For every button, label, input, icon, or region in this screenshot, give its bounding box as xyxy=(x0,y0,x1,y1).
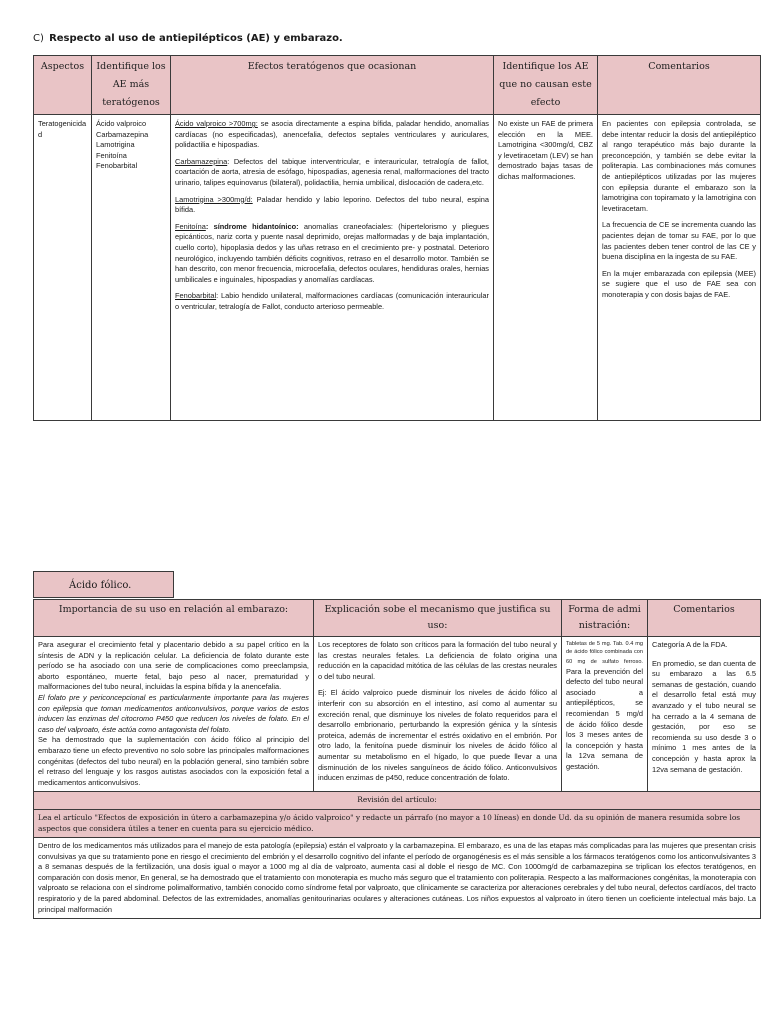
revision-answer-row xyxy=(34,838,761,919)
table-row xyxy=(34,115,761,421)
list-item: Lamotrigina xyxy=(96,140,135,150)
explicacion-p2: Ej: El ácido valproico puede disminuir los niveles de ácido fólico al interferir con su absorción en el intestino, así como al aumentar su excreción renal, que disminuye los niveles de folato requeridos para el desarrollo embrionario, perturbando la expresión génica y la síntesis proteica, además de incrementar el estrés oxidativo en el embrión. Por otro lado, la fenitoína puede disminuir los niveles de ácido fólico al aumentar su metabolismo en el hígado, lo que puede llevar a una disminución de los niveles sanguíneos de ácido fólico. Anticonvulsivos inducen enzimas de p450, reduce concentración de folato. xyxy=(318,688,557,783)
section-title: Respecto al uso de antiepilépticos (AE) y embarazo. xyxy=(49,33,343,44)
importancia-p1: Para asegurar el crecimiento fetal y placentario debido a su papel crítico en la síntesis de ADN y la replicación celular. La deficiencia de folato durante este período se ha asociado con una serie de complicaciones como preeclampsia, aborto espontáneo, muerte fetal, bajo peso al nacer, prematuridad y malformaciones del tubo neural, incluidas la espina bífida y la anencefalia. xyxy=(38,640,309,692)
table-row xyxy=(34,637,761,792)
explicacion-p1: Los receptores de folato son críticos para la formación del tubo neural y las crestas neurales fetales. La deficiencia de folato origina una reducción en la capacidad mitótica de las células de las crestas neurales o del tubo neural. xyxy=(318,640,557,681)
cell-comentarios xyxy=(648,637,761,792)
header-identifique-mas: Identifique los AE más teratógenos xyxy=(92,56,171,115)
forma-small-text: Tabletas de 5 mg. Tab. 0.4 mg de ácido fólico combinada con 60 mg de sulfato ferroso. xyxy=(566,641,643,665)
cell-no-causan: No existe un FAE de primera elección en la MEE. Lamotrigina <300mg/d, CBZ y levetiracetam (LEV) se han demostrado bajas tasas de dichas malformaciones. xyxy=(494,115,598,421)
antiepileptic-table xyxy=(33,55,761,421)
comentario: En promedio, se dan cuenta de su embarazo a las 6.5 semanas de gestación, cuando el desarrollo fetal está muy avanzado y el tubo neural se ha cerrado a la 4 semana de gestación, por eso se recomienda su uso desde 3 o mínimo 1 mes antes de la concepción y hasta aprox la 12va semana de gestación. xyxy=(652,658,756,774)
revision-title: Revisión del artículo: xyxy=(34,792,761,810)
header-importancia: Importancia de su uso en relación al embarazo: xyxy=(34,600,314,637)
revision-question: Lea el artículo "Efectos de exposición in útero a carbamazepina y/o ácido valproico" y redacte un párrafo (no mayor a 10 líneas) en donde Ud. da su opinión de manera resumida sobre los aspectos que considera útiles a tener en cuenta para su ejercicio médico. xyxy=(34,809,761,837)
drug-name: Carbamazepina xyxy=(175,156,228,166)
table-header-row xyxy=(34,600,761,637)
effect-text: : Defectos del tabique interventricular, e interauricular, tetralogía de fallot, coartación de aorta, atresia de esófago, hipospadias, agenesia renal, malformaciones del tracto urinario, talipes equinovarus (bilateral), polidactilia, hernia umbilical, dislocación de cadera,etc. xyxy=(175,156,489,187)
effect-text: anomalías craneofaciales: (hipertelorismo y pliegues epicánticos, nariz corta y puente nasal deprimido, orejas malformadas y de baja implantación, cuello corto), hipoplasia dedos y las uñas retraso en el crecimiento pre- y postnatal. Deterioro neurológico, incluyendo también déficits cognitivos, retraso en el desarrollo motor. También se han descrito, con menor frecuencia, microcefalia, defectos oculares, hendiduras orales, hernias umbilicales e inguinales, hipospadias y anomalías cardíacas. xyxy=(175,221,489,284)
list-item: Carbamazepina xyxy=(96,129,149,139)
effect-text: se asocia directamente a espina bífida, paladar hendido, anomalías cardíacas (no especificadas), anencefalia, defectos septales ventriculares y auriculares, polidactilia e hipospadias. xyxy=(175,119,489,150)
table-header-row xyxy=(34,56,761,115)
revision-question-row xyxy=(34,809,761,837)
effect-text: : Labio hendido unilateral, malformaciones cardíacas (comunicación interauricular o ventricular, tetralogía de Fallot, conducto arterioso permeable. xyxy=(175,291,489,311)
efecto-carbamazepina xyxy=(175,157,489,189)
efecto-fenobarbital xyxy=(175,291,489,312)
cell-explicacion xyxy=(314,637,562,792)
comentario: Categoría A de la FDA. xyxy=(652,640,728,649)
drug-name: Ácido valproico >700mg: xyxy=(175,119,258,128)
header-comentarios: Comentarios xyxy=(598,56,761,115)
revision-answer: Dentro de los medicamentos más utilizados para el manejo de esta patología (epilepsia) están el valproato y la carbamazepina. El embarazo, es una de las etapas más complicadas para las mujeres que presentan crisis convulsivas ya que su tratamiento pone en riesgo el crecimiento del embrión y el desarrollo cognitivo del infante el período de organogénesis es el más sensible a los fármacos teratógenos como los anticonvulsivantes 3 a 8 semanas después de la fertilización, una dosis igual o mayor a 1000 mg al día de valproato, aumenta casi al doble el riesgo de MC. Con 1000mg/d de carbamazepina se triplican los efectos teratógenos, en comparación con dosis menor, En general, se ha demostrado que el tratamiento con monoterapia es mucho más seguro que el tratamiento con politerapia. Respecto a las malformaciones congénitas, la monoterapia con valproato se relaciona con el síndrome polimalformativo, también conocido como síndrome fetal por valproato, que clínicamente se caracteriza por alteraciones cerebrales y del tubo neural, defectos cardíacos, del tracto respiratorio y de la pared abdominal. Defectos de las extremidades, anomalías genitourinarias oculares y alteraciones cutáneas. Los niños expuestos al valproato in útero tienen un coeficiente intelectual más bajo. La principal malformación xyxy=(34,838,761,919)
aspecto-text: Teratogenicidad xyxy=(38,119,87,139)
folico-tab-label: Ácido fólico. xyxy=(33,571,174,598)
header-explicacion: Explicación sobe el mecanismo que justifica su uso: xyxy=(314,600,562,637)
drug-name: Fenobarbital xyxy=(175,291,217,301)
comentario: En pacientes con epilepsia controlada, se debe intentar reducir la dosis del antiepiléptico al rango terapéutico más bajo durante la preconcepción, y también se debe evitar la politerapia. Las combinaciones más comunes de antiepilépticos utilizadas por las mujeres con epilepsia durante el embarazo son la lamotrigina con topiramato y la lamotrigina con levetiracetam. xyxy=(602,119,756,213)
comentario: La frecuencia de CE se incrementa cuando las pacientes dejan de tomar su FAE, por lo que las pacientes deben tener control de las CE y buena disciplina en la ingesta de su FAE. xyxy=(602,220,756,262)
header-aspectos: Aspectos xyxy=(34,56,92,115)
cell-importancia xyxy=(34,637,314,792)
efecto-valproico xyxy=(175,119,489,151)
cell-aspecto xyxy=(34,115,92,421)
folico-table xyxy=(33,599,761,919)
cell-forma xyxy=(562,637,648,792)
efecto-lamotrigina xyxy=(175,195,489,216)
header-comentarios: Comentarios xyxy=(648,600,761,637)
importancia-p2: El folato pre y periconcepcional es particularmente importante para las mujeres con epilepsia que toman medicamentos anticonvulsivos, porque varios de estos inducen las enzimas del citocromo P450 que reducen los niveles de folato. En el caso del valproato, éste actúa como antagonista del folato. xyxy=(38,692,309,734)
cell-ae-list xyxy=(92,115,171,421)
comentario: En la mujer embarazada con epilepsia (MEE) se sugiere que el uso de FAE sea con monoterapia y con dosis bajas de FAE. xyxy=(602,268,756,299)
syndrome-name: : síndrome hidantoínico: xyxy=(205,221,299,231)
list-item: Ácido valproico xyxy=(96,119,147,128)
header-forma: Forma de administración: xyxy=(562,600,648,637)
efecto-fenitoina xyxy=(175,222,489,286)
section-c-heading xyxy=(33,33,343,44)
importancia-p3: Se ha demostrado que la suplementación con ácido fólico al principio del embarazo tiene un efecto preventivo no solo sobre las principales malformaciones congénitas (defectos del tubo neural) en la población general, sino también sobre el retraso del lenguaje y los rasgos autistas asociados con la exposición fetal a medicamentos anticonvulsivos. xyxy=(38,735,309,787)
section-letter: C) xyxy=(33,33,44,44)
list-item: Fenitoína xyxy=(96,150,127,160)
header-efectos: Efectos teratógenos que ocasionan xyxy=(171,56,494,115)
drug-name: Lamotrigina >300mg/d: xyxy=(175,194,253,204)
effect-text: Paladar hendido y labio leporino. Defectos del tubo neural, espina bífida. xyxy=(175,194,489,215)
cell-efectos xyxy=(171,115,494,421)
list-item: Fenobarbital xyxy=(96,161,138,171)
drug-name: Fenitoína xyxy=(175,221,206,231)
cell-comentarios xyxy=(598,115,761,421)
header-identifique-no: Identifique los AE que no causan este efecto xyxy=(494,56,598,115)
revision-title-row xyxy=(34,792,761,810)
forma-text: Para la prevención del defecto del tubo neural asociado a antiepilépticos, se recomiendan 5 mg/d de ácido fólico desde los 3 meses antes de la concepción y hasta la 12va semana de gestación. xyxy=(566,666,643,771)
